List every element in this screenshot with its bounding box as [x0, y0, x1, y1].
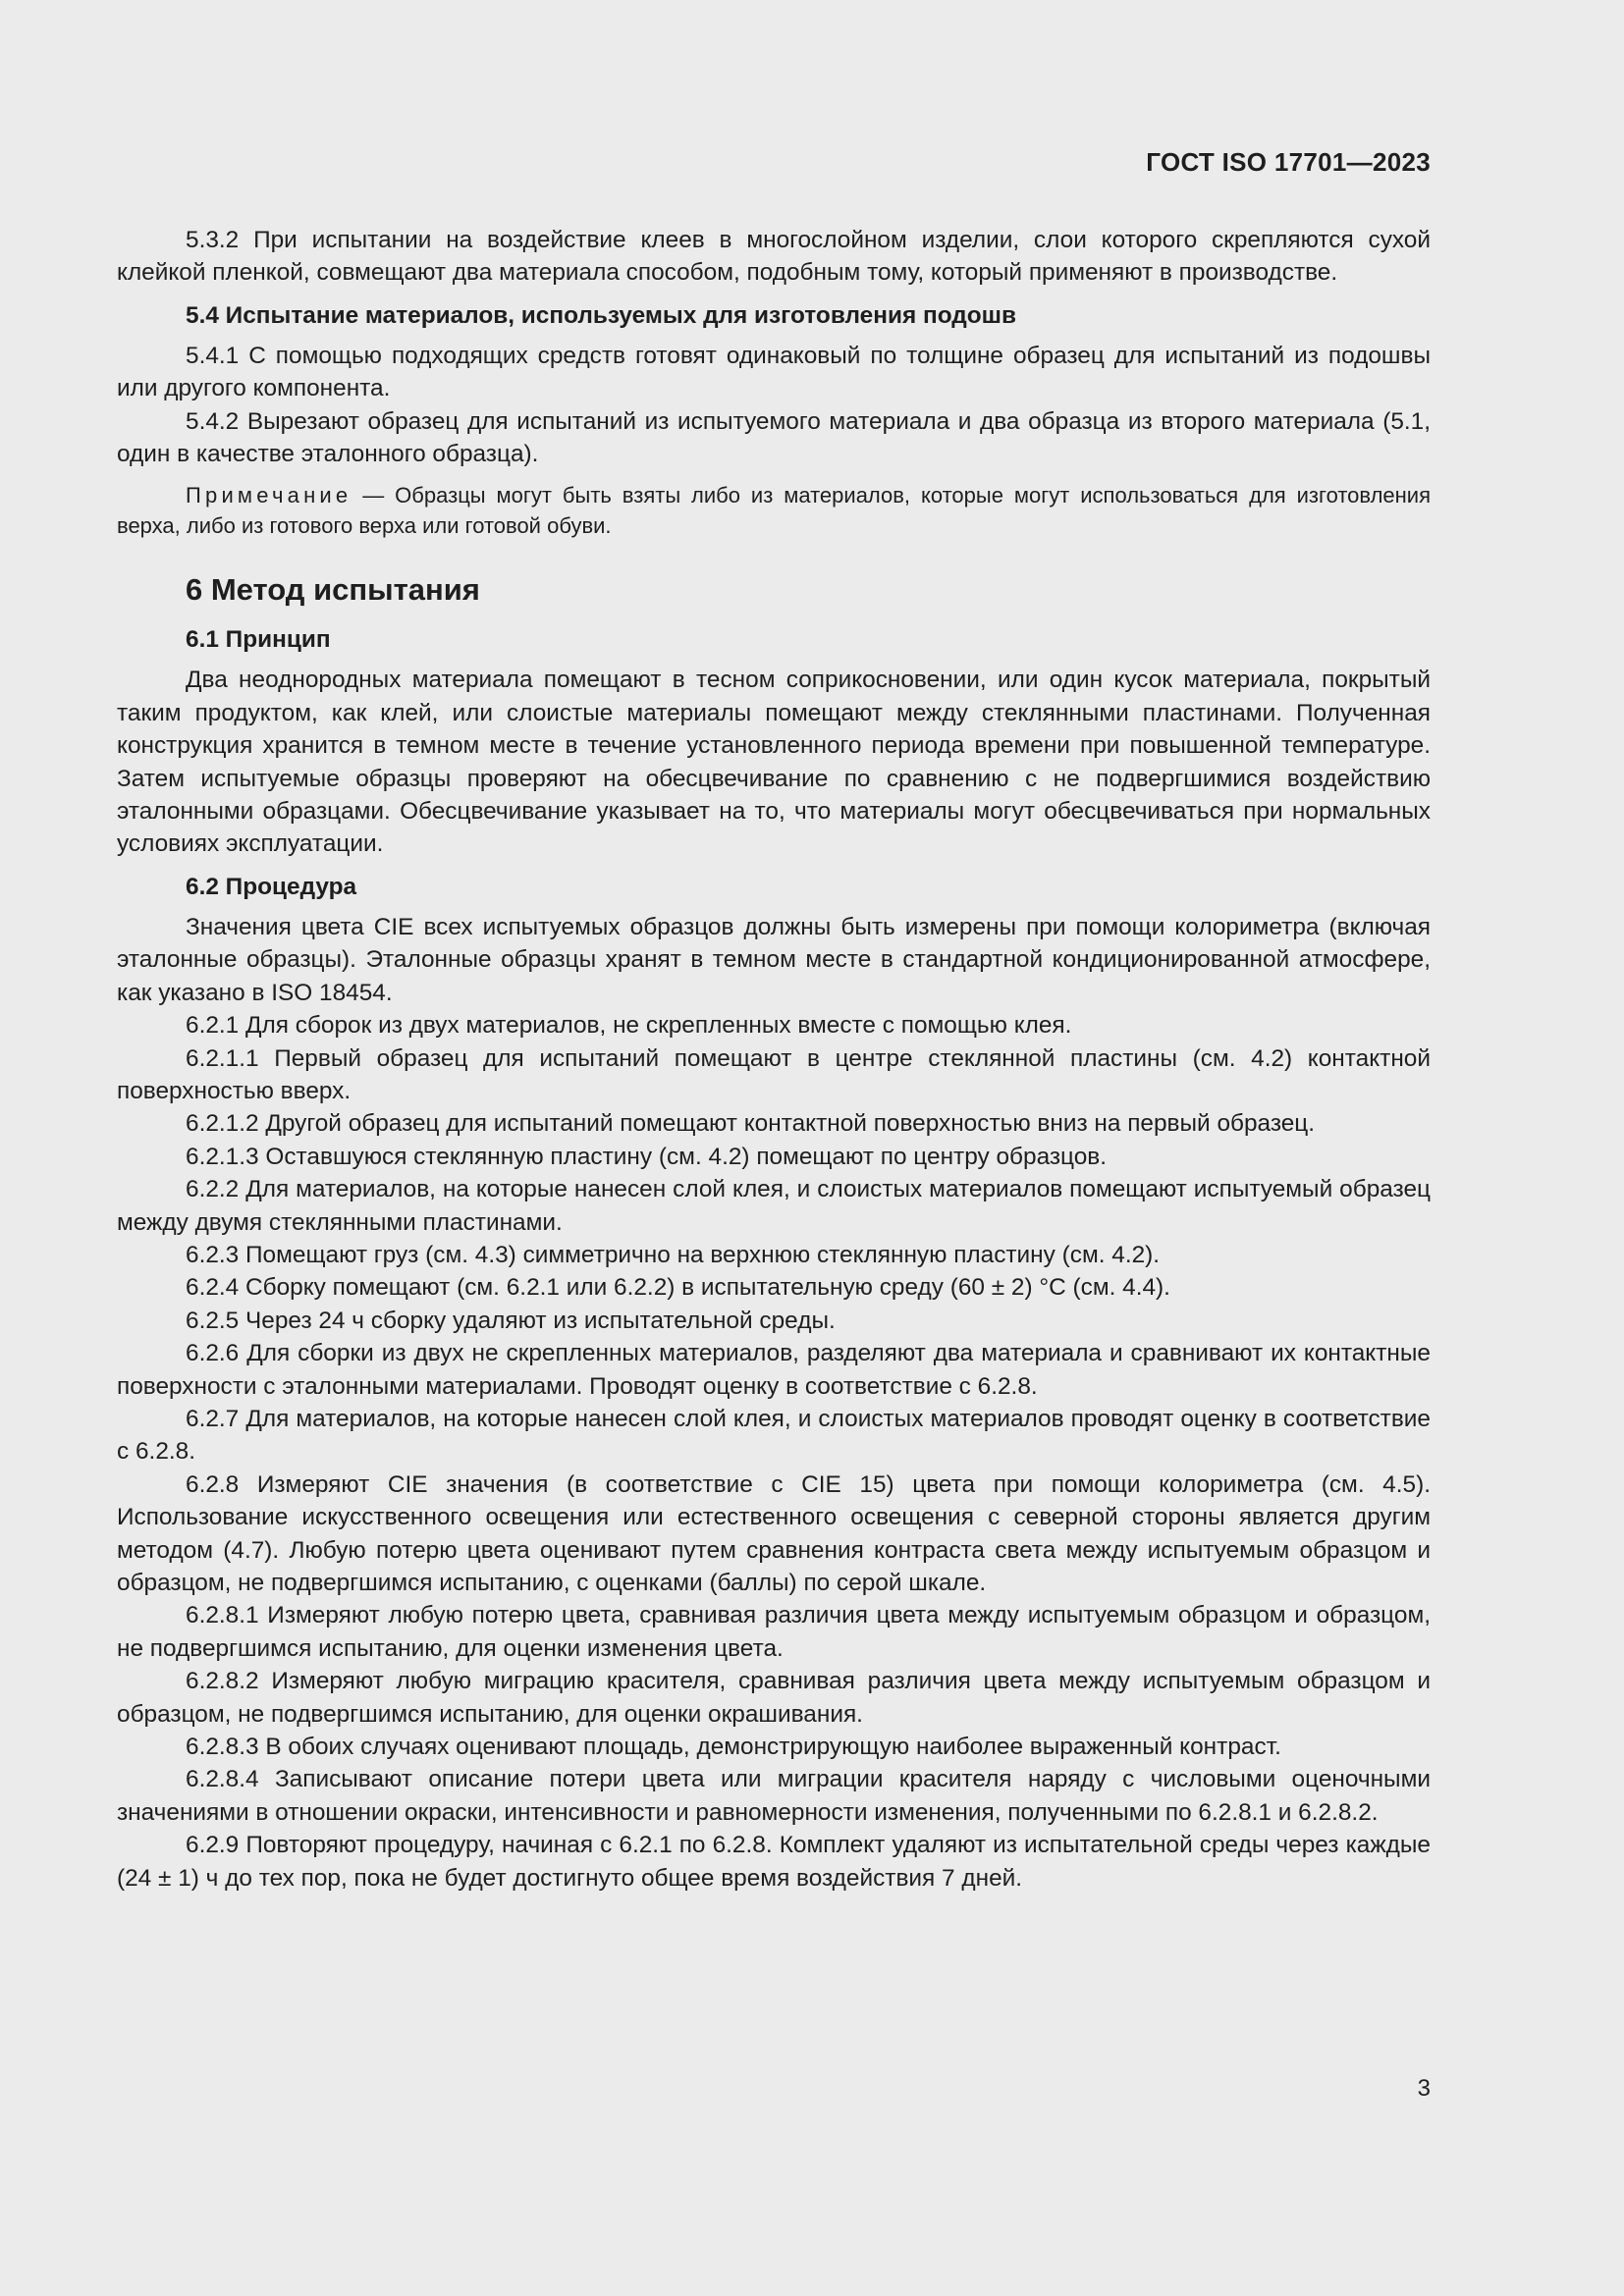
- clause-5-4-2: 5.4.2 Вырезают образец для испытаний из испытуемого материала и два образца из второго материала (5.1, один в качестве эталонного образца).: [117, 407, 1431, 468]
- clause-5-3-2: 5.3.2 При испытании на воздействие клеев в многослойном изделии, слои которого скрепляются сухой клейкой пленкой, совмещают два материала способом, подобным тому, который применяют в производстве.: [117, 227, 1431, 287]
- clause-6-2-8: 6.2.8 Измеряют CIE значения (в соответствие с CIE 15) цвета при помощи колориметра (см. 4.5). Использование искусственного освещения или естественного освещения с северной стороны является другим методом (4.7). Любую потерю цвета оценивают путем сравнения контраста света между испытуемым образцом и образцом, не подвергшимся испытанию, с оценками (баллы) по серой шкале.: [117, 1470, 1431, 1596]
- note-text: — Образцы могут быть взяты либо из материалов, которые могут использоваться для изготовления верха, либо из готового верха или готовой обуви.: [117, 483, 1431, 539]
- page-number: 3: [1417, 2075, 1431, 2102]
- clause-5-4-1: 5.4.1 С помощью подходящих средств готовят одинаковый по толщине образец для испытаний из подошвы или другого компонента.: [117, 342, 1431, 402]
- clause-6-2-8-2: 6.2.8.2 Измеряют любую миграцию красителя, сравнивая различия цвета между испытуемым образцом и образцом, не подвергшимся испытанию, для оценки окрашивания.: [117, 1668, 1431, 1728]
- heading-6-2: 6.2 Процедура: [186, 873, 357, 900]
- clause-6-2-1-3: 6.2.1.3 Оставшуюся стеклянную пластину (см. 4.2) помещают по центру образцов.: [186, 1143, 1108, 1170]
- clause-6-2-5: 6.2.5 Через 24 ч сборку удаляют из испытательной среды.: [186, 1307, 836, 1334]
- heading-6-1: 6.1 Принцип: [186, 626, 331, 654]
- clause-6-2-1: 6.2.1 Для сборок из двух материалов, не скрепленных вместе с помощью клея.: [186, 1012, 1072, 1040]
- heading-5-4: 5.4 Испытание материалов, используемых для изготовления подошв: [186, 301, 1016, 329]
- clause-6-2-1-2: 6.2.1.2 Другой образец для испытаний помещают контактной поверхностью вниз на первый образец.: [186, 1110, 1316, 1138]
- clause-6-2-4: 6.2.4 Сборку помещают (см. 6.2.1 или 6.2.2) в испытательную среду (60 ± 2) °С (см. 4.4).: [186, 1274, 1170, 1302]
- clause-6-1-text: Два неоднородных материала помещают в тесном соприкосновении, или один кусок материала, покрытый таким продуктом, как клей, или слоистые материалы помещают между стеклянными пластинами. Полученная конструкция хранится в темном месте в течение установленного периода времени при повышенной температуре. Затем испытуемые образцы проверяют на обесцвечивание по сравнению с не подвергшимися воздействию эталонными образцами. Обесцвечивание указывает на то, что материалы могут обесцвечиваться при нормальных условиях эксплуатации.: [117, 667, 1431, 858]
- clause-6-2-8-1: 6.2.8.1 Измеряют любую потерю цвета, сравнивая различия цвета между испытуемым образцом и образцом, не подвергшимся испытанию, для оценки изменения цвета.: [117, 1602, 1431, 1662]
- page-body: [117, 224, 1431, 1895]
- clause-6-2-7: 6.2.7 Для материалов, на которые нанесен слой клея, и слоистых материалов проводят оценку в соответствие с 6.2.8.: [117, 1405, 1431, 1466]
- clause-6-2-text: Значения цвета CIE всех испытуемых образцов должны быть измерены при помощи колориметра (включая эталонные образцы). Эталонные образцы хранят в темном месте в стандартной кондиционированной атмосфере, как указано в ISO 18454.: [117, 913, 1431, 1006]
- clause-6-2-8-4: 6.2.8.4 Записывают описание потери цвета или миграции красителя наряду с числовыми оценочными значениями в отношении окраски, интенсивности и равномерности изменения, полученными по 6.2.8.1 и 6.2.8.2.: [117, 1766, 1431, 1826]
- clause-6-2-8-3: 6.2.8.3 В обоих случаях оценивают площадь, демонстрирующую наиболее выраженный контраст.: [186, 1734, 1281, 1761]
- clause-6-2-9: 6.2.9 Повторяют процедуру, начиная с 6.2.1 по 6.2.8. Комплект удаляют из испытательной среды через каждые (24 ± 1) ч до тех пор, пока не будет достигнуто общее время воздействия 7 дней.: [117, 1832, 1431, 1892]
- clause-6-2-3: 6.2.3 Помещают груз (см. 4.3) симметрично на верхнюю стеклянную пластину (см. 4.2).: [186, 1241, 1161, 1268]
- heading-6: 6 Метод испытания: [186, 572, 480, 608]
- clause-6-2-1-1: 6.2.1.1 Первый образец для испытаний помещают в центре стеклянной пластины (см. 4.2) контактной поверхностью вверх.: [117, 1044, 1431, 1104]
- note: [117, 480, 1431, 541]
- document-code-header: ГОСТ ISO 17701—2023: [1146, 147, 1431, 177]
- clause-6-2-2: 6.2.2 Для материалов, на которые нанесен слой клея, и слоистых материалов помещают испытуемый образец между двумя стеклянными пластинами.: [117, 1176, 1431, 1236]
- clause-6-2-6: 6.2.6 Для сборки из двух не скрепленных материалов, разделяют два материала и сравнивают их контактные поверхности с эталонными материалами. Проводят оценку в соответствие с 6.2.8.: [117, 1340, 1431, 1400]
- note-label: Примечание: [186, 483, 352, 508]
